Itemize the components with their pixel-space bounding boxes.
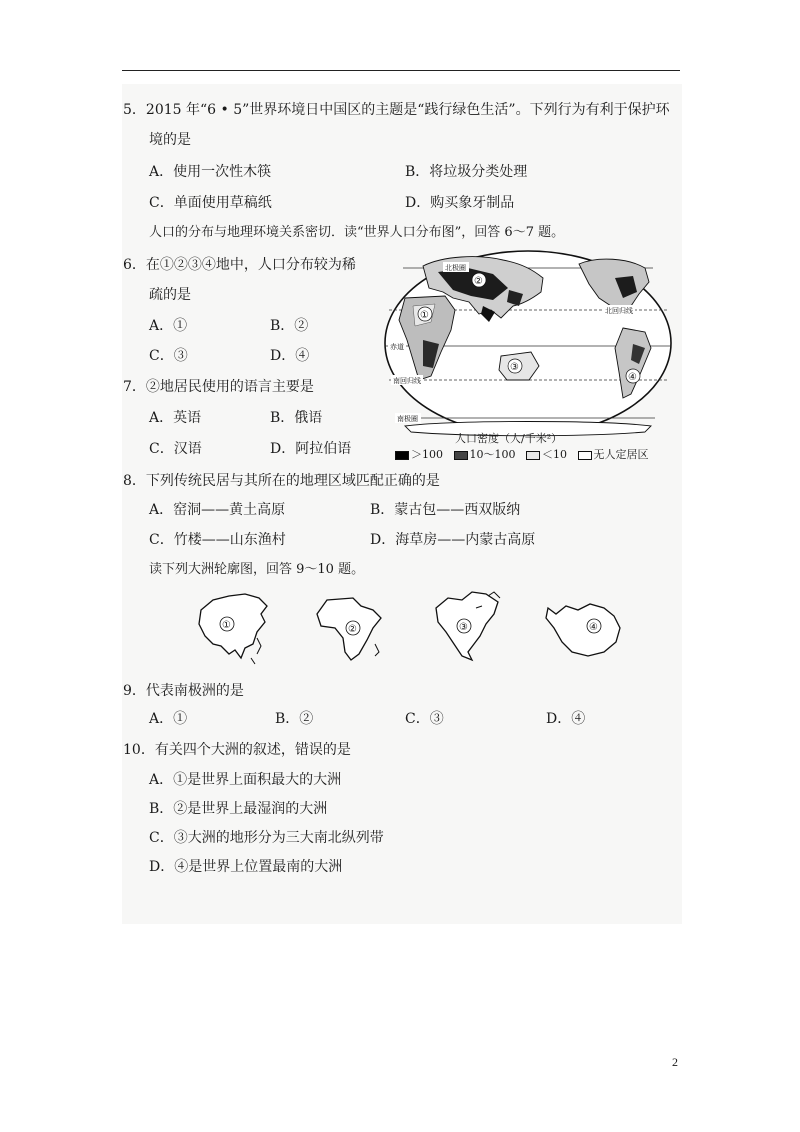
q9-option-a: A．① [149,711,188,727]
q6-option-d: D．④ [270,348,310,364]
legend-caption: 人口密度（人/千米²） [455,432,563,445]
q5-stem-line1: 5．2015 年“6 • 5”世界环境日中国区的主题是“践行绿色生活”。下列行为有利于保护环 [123,102,670,118]
legend-item-uninhabited: 无人定居区 [593,448,649,461]
q5-option-b: B．将垃圾分类处理 [405,164,528,180]
equator-label: 赤道 [390,343,404,351]
header-rule [122,70,680,71]
continent-label-2: ② [348,624,357,635]
q5-option-a: A．使用一次性木筷 [149,164,272,180]
q6-stem-line2: 疏的是 [149,287,191,303]
antarctic-circle-label: 南极圈 [397,415,418,423]
q5-stem-line2: 境的是 [149,132,191,148]
q8-option-c: C．竹楼——山东渔村 [149,532,286,548]
q10-option-d: D．④是世界上位置最南的大洲 [149,859,343,875]
continent-label-3: ③ [459,622,468,633]
intro-9-10: 读下列大洲轮廓图，回答 9～10 题。 [149,562,365,577]
q8-stem: 8．下列传统民居与其所在的地理区域匹配正确的是 [123,473,440,489]
legend-swatch-medium [454,451,468,460]
q10-stem: 10．有关四个大洲的叙述，错误的是 [123,742,351,758]
q7-option-d: D．阿拉伯语 [270,441,352,457]
q6-stem-line1: 6．在①②③④地中，人口分布较为稀 [123,257,356,273]
continent-label-1: ① [222,620,231,631]
legend-swatch-dense [395,451,409,460]
q9-option-b: B．② [275,711,314,727]
legend-swatch-sparse [526,451,540,460]
tropic-cancer-label: 北回归线 [605,307,633,315]
arctic-circle-label: 北极圈 [445,264,466,272]
q6-option-c: C．③ [149,348,188,364]
q10-option-c: C．③大洲的地形分为三大南北纵列带 [149,830,384,846]
q7-stem: 7．②地居民使用的语言主要是 [123,379,314,395]
page-number: 2 [672,1055,678,1069]
continent-label-4: ④ [589,622,598,633]
continent-outline-africa [313,594,385,664]
continent-outline-north-america [428,588,508,668]
q9-option-d: D．④ [546,711,586,727]
q5-option-c: C．单面使用草稿纸 [149,195,272,211]
q8-option-b: B．蒙古包——西双版纳 [370,502,521,518]
legend-item-medium: 10～100 [469,448,516,461]
q9-stem: 9．代表南极洲的是 [123,683,244,699]
map-marker-1: ① [420,310,429,321]
legend-swatch-uninhabited [578,451,592,460]
map-marker-3: ③ [510,362,519,373]
tropic-capricorn-label: 南回归线 [393,377,421,385]
q10-option-a: A．①是世界上面积最大的大洲 [149,772,342,788]
map-marker-2: ② [474,276,483,287]
legend-item-dense: ＞100 [411,448,443,461]
q9-option-c: C．③ [405,711,444,727]
q8-option-a: A．窑洞——黄土高原 [149,502,286,518]
world-population-map [383,248,673,438]
q7-option-a: A．英语 [149,410,202,426]
q5-option-d: D．购买象牙制品 [405,195,515,211]
q6-option-a: A．① [149,318,188,334]
q8-option-d: D．海草房——内蒙古高原 [370,532,536,548]
continent-outline-antarctica [542,598,624,660]
legend-item-sparse: ＜10 [542,448,567,461]
q7-option-c: C．汉语 [149,441,202,457]
q6-option-b: B．② [270,318,309,334]
map-marker-4: ④ [628,372,637,383]
intro-6-7: 人口的分布与地理环境关系密切．读“世界人口分布图”，回答 6～7 题。 [149,225,565,240]
q10-option-b: B．②是世界上最湿润的大洲 [149,801,328,817]
q7-option-b: B．俄语 [270,410,323,426]
continent-outline-asia [195,588,270,668]
